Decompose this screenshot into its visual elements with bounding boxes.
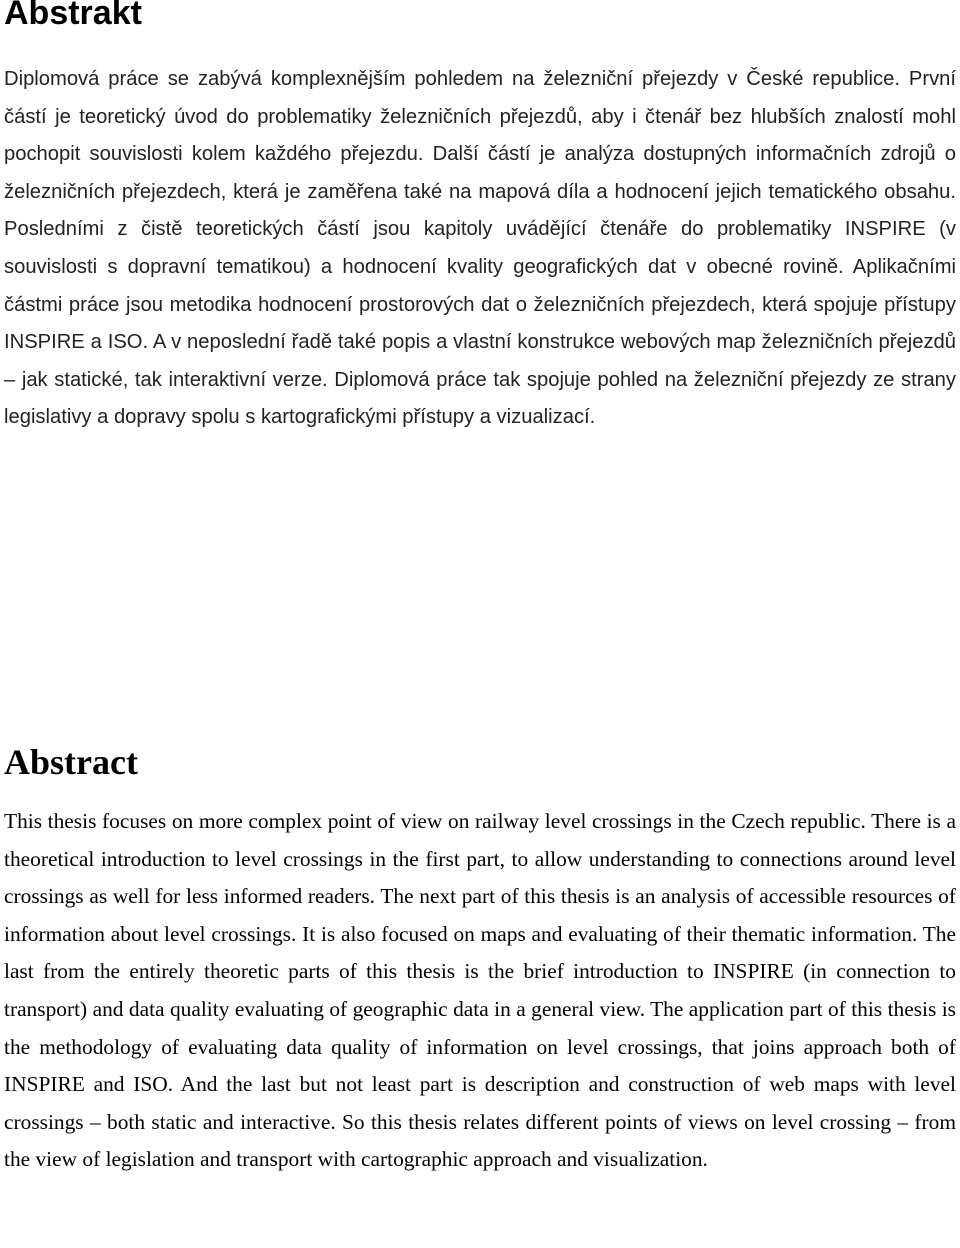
abstract-english-paragraph: This thesis focuses on more complex point of view on railway level crossings in the Czech republic. There is a theoretical introduction to level crossings in the first part, to allow understanding to connections around level crossings as well for less informed readers. The next part of this thesis is an analysis of accessible resources of information about level crossings. It is also focused on maps and evaluating of their thematic information. The last from the entirely theoretic parts of this thesis is the brief introduction to INSPIRE (in connection to transport) and data quality evaluating of geographic data in a general view. The application part of this thesis is the methodology of evaluating data quality of information on level crossings, that joins approach both of INSPIRE and ISO. And the last but not least part is description and construction of web maps with level crossings – both static and interactive. So this thesis relates different points of views on level crossing – from the view of legislation and transport with cartographic approach and visualization. bbox=[4, 809, 956, 1172]
abstract-czech-paragraph: Diplomová práce se zabývá komplexnějším pohledem na železniční přejezdy v České republice. První částí je teoretický úvod do problematiky železničních přejezdů, aby i čtenář bez hlubších znalostí mohl pochopit souvislosti kolem každého přejezdu. Další částí je analýza dostupných informačních zdrojů o železničních přejezdech, která je zaměřena také na mapová díla a hodnocení jejich tematického obsahu. Posledními z čistě teoretických částí jsou kapitoly uvádějící čtenáře do problematiky INSPIRE (v souvislosti s dopravní tematikou) a hodnocení kvality geografických dat v obecné rovině. Aplikačními částmi práce jsou metodika hodnocení prostorových dat o železničních přejezdech, která spojuje přístupy INSPIRE a ISO. A v neposlední řadě také popis a vlastní konstrukce webových map železničních přejezdů – jak statické, tak interaktivní verze. Diplomová práce tak spojuje pohled na železniční přejezdy ze strany legislativy a dopravy spolu s kartografickými přístupy a vizualizací. bbox=[4, 68, 956, 429]
abstract-czech-heading: Abstrakt bbox=[4, 0, 142, 32]
abstract-english-heading: Abstract bbox=[4, 742, 138, 782]
